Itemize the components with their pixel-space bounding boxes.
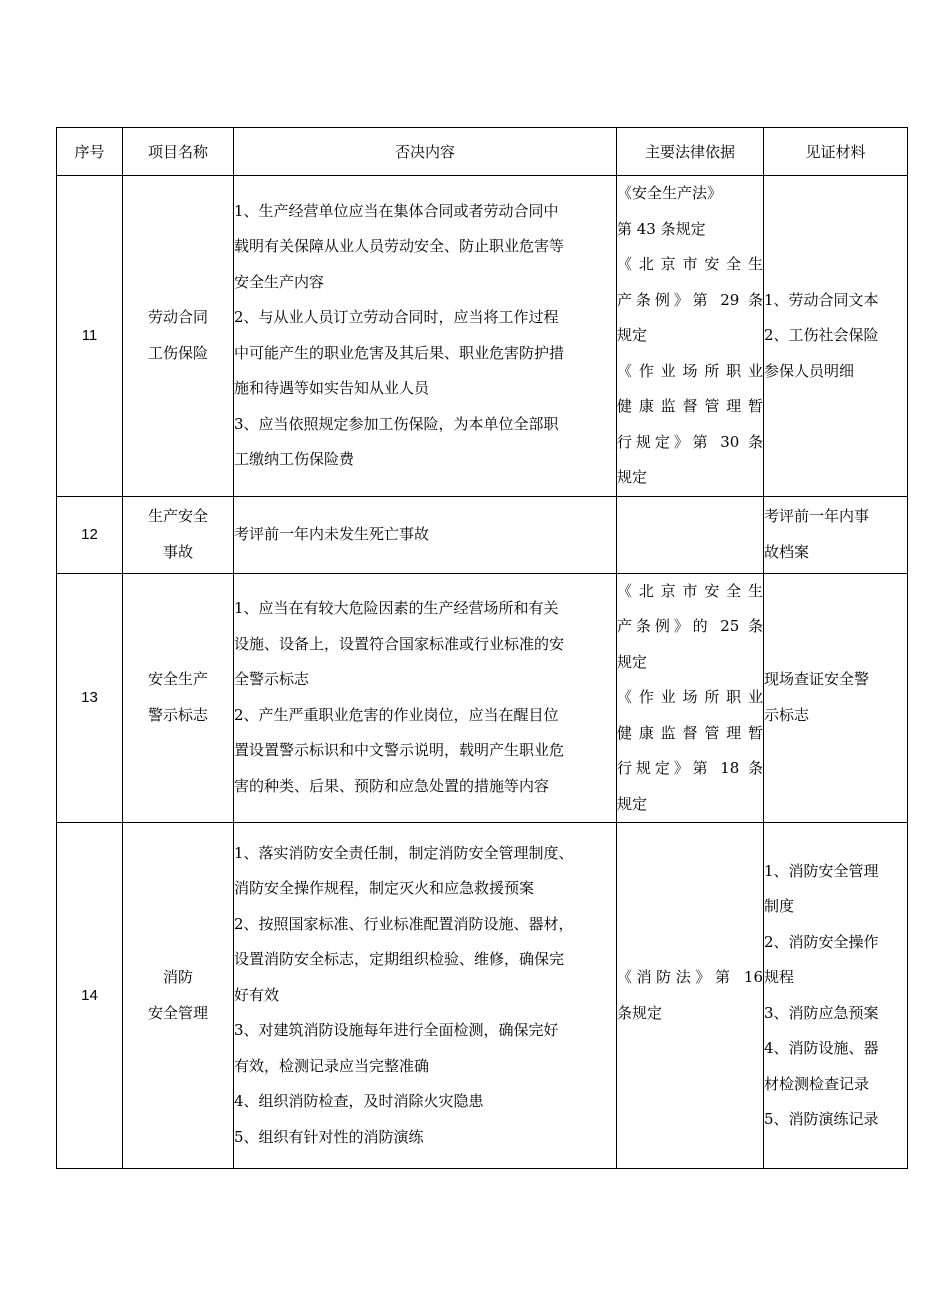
content-line: 考评前一年内未发生死亡事故 xyxy=(234,524,430,543)
evidence-line: 示标志 xyxy=(764,705,810,724)
evidence-line: 1、消防安全管理 xyxy=(764,861,879,880)
law-line: 规定 xyxy=(617,326,648,344)
veto-content xyxy=(234,176,617,497)
item-name-line: 工伤保险 xyxy=(147,343,208,362)
evidence-line: 1、劳动合同文本 xyxy=(764,290,879,309)
evidence-line: 2、消防安全操作 xyxy=(764,932,879,951)
law-line: 规定 xyxy=(617,468,648,486)
law-line: 规定 xyxy=(617,652,648,671)
content-line: 5、组织有针对性的消防演练 xyxy=(234,1127,424,1146)
item-name-line: 警示标志 xyxy=(147,705,208,724)
content-line: 害的种类、后果、预防和应急处置的措施等内容 xyxy=(234,776,550,795)
table-row xyxy=(57,176,908,497)
item-name-line: 劳动合同 xyxy=(147,308,208,327)
evidence-materials xyxy=(764,573,908,823)
evidence-line: 考评前一年内事 xyxy=(764,507,870,525)
veto-content xyxy=(234,496,617,573)
item-name xyxy=(123,176,234,497)
item-name xyxy=(123,573,234,823)
evidence-materials xyxy=(764,496,908,573)
content-line: 3、应当依照规定参加工伤保险，为本单位全部职 xyxy=(234,414,559,433)
table-row xyxy=(57,496,908,573)
law-line: 规定 xyxy=(617,794,648,813)
content-line: 全警示标志 xyxy=(234,670,310,689)
law-line: 《作业场所职业 xyxy=(617,361,763,380)
evidence-line: 2、工伤社会保险 xyxy=(764,326,879,344)
evidence-materials xyxy=(764,176,908,497)
table-row xyxy=(57,573,908,823)
content-line: 中可能产生的职业危害及其后果、职业危害防护措 xyxy=(234,343,565,362)
legal-basis xyxy=(617,496,764,573)
law-line: 行规定》第 18 条 xyxy=(617,759,763,777)
content-line: 载明有关保障从业人员劳动安全、防止职业危害等 xyxy=(234,237,565,256)
veto-content xyxy=(234,573,617,823)
legal-basis xyxy=(617,573,764,823)
content-line: 1、生产经营单位应当在集体合同或者劳动合同中 xyxy=(234,201,559,220)
content-line: 2、按照国家标准、行业标准配置消防设施、器材， xyxy=(234,914,574,933)
evidence-line: 4、消防设施、器 xyxy=(764,1039,879,1057)
header-veto-content: 否决内容 xyxy=(234,128,617,176)
row-number: 12 xyxy=(57,496,123,573)
row-number: 14 xyxy=(57,823,123,1169)
content-line: 施和待遇等如实告知从业人员 xyxy=(234,379,430,398)
evidence-line: 制度 xyxy=(764,897,795,915)
content-line: 1、应当在有较大危险因素的生产经营场所和有关 xyxy=(234,599,559,618)
header-evidence-materials: 见证材料 xyxy=(764,128,908,176)
law-line: 健康监督管理暂 xyxy=(617,397,763,415)
item-name-line: 生产安全 xyxy=(147,507,208,525)
content-line: 工缴纳工伤保险费 xyxy=(234,450,355,469)
law-line: 产条例》第 29 条 xyxy=(617,290,763,309)
evidence-materials xyxy=(764,823,908,1169)
evidence-line: 材检测检查记录 xyxy=(764,1074,870,1093)
evidence-line: 规程 xyxy=(764,968,795,986)
item-name-line: 安全管理 xyxy=(147,1003,208,1022)
content-line: 好有效 xyxy=(234,985,280,1004)
law-line: 第 43 条规定 xyxy=(617,219,706,238)
content-line: 有效，检测记录应当完整准确 xyxy=(234,1056,430,1075)
evidence-line: 3、消防应急预案 xyxy=(764,1003,879,1022)
item-name xyxy=(123,496,234,573)
content-line: 设置消防安全标志，定期组织检验、维修，确保完 xyxy=(234,950,565,969)
row-number: 13 xyxy=(57,573,123,823)
item-name-line: 消防 xyxy=(162,968,193,986)
legal-basis xyxy=(617,823,764,1169)
header-item-name: 项目名称 xyxy=(123,128,234,176)
content-line: 2、与从业人员订立劳动合同时，应当将工作过程 xyxy=(234,308,559,327)
content-line: 4、组织消防检查，及时消除火灾隐患 xyxy=(234,1092,484,1111)
item-name xyxy=(123,823,234,1169)
evidence-line: 故档案 xyxy=(764,542,810,561)
law-line: 《消防法》第 16 xyxy=(617,968,763,986)
header-legal-basis: 主要法律依据 xyxy=(617,128,764,176)
evidence-line: 参保人员明细 xyxy=(764,361,855,380)
law-line: 健康监督管理暂 xyxy=(617,723,763,742)
content-line: 消防安全操作规程，制定灭火和应急救援预案 xyxy=(234,879,535,898)
law-line: 条规定 xyxy=(617,1003,663,1022)
legal-basis xyxy=(617,176,764,497)
law-line: 《北京市安全生 xyxy=(617,255,763,273)
law-line: 《安全生产法》 xyxy=(617,184,723,202)
law-line: 《作业场所职业 xyxy=(617,688,763,706)
item-name-line: 安全生产 xyxy=(147,670,208,689)
item-name-line: 事故 xyxy=(162,542,193,561)
evidence-line: 5、消防演练记录 xyxy=(764,1110,879,1128)
content-line: 置设置警示标识和中文警示说明，载明产生职业危 xyxy=(234,741,565,760)
table-row xyxy=(57,823,908,1169)
law-line: 产条例》的 25 条 xyxy=(617,617,763,635)
content-line: 安全生产内容 xyxy=(234,272,325,291)
veto-items-table xyxy=(56,127,908,1169)
veto-content xyxy=(234,823,617,1169)
content-line: 3、对建筑消防设施每年进行全面检测，确保完好 xyxy=(234,1021,559,1040)
law-line: 《北京市安全生 xyxy=(617,581,763,600)
header-serial-number: 序号 xyxy=(57,128,123,176)
evidence-line: 现场查证安全警 xyxy=(764,670,870,689)
content-line: 设施、设备上，设置符合国家标准或行业标准的安 xyxy=(234,634,565,653)
content-line: 1、落实消防安全责任制，制定消防安全管理制度、 xyxy=(234,843,574,862)
header-row xyxy=(57,128,908,176)
law-line: 行规定》第 30 条 xyxy=(617,432,763,451)
content-line: 2、产生严重职业危害的作业岗位，应当在醒目位 xyxy=(234,705,559,724)
row-number: 11 xyxy=(57,176,123,497)
